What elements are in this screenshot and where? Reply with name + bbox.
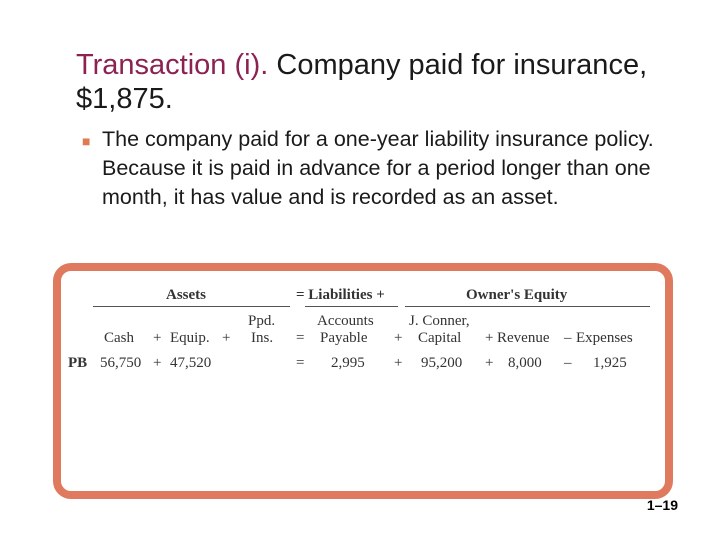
header-equip: Equip. — [170, 330, 210, 346]
title-lead: Transaction (i). — [76, 49, 269, 81]
pb-minus: – — [564, 355, 572, 371]
header-plus-2: + — [222, 330, 231, 346]
pb-cash: 56,750 — [100, 355, 142, 371]
pb-equals: = — [296, 355, 305, 371]
pb-plus-4: + — [485, 355, 494, 371]
header-equals: = — [296, 330, 305, 346]
pb-plus-3: + — [394, 355, 403, 371]
pb-capital: 95,200 — [421, 355, 463, 371]
header-plus-3: + — [394, 330, 403, 346]
square-bullet-icon: ■ — [82, 133, 91, 149]
group-liabilities: = Liabilities + — [296, 287, 385, 303]
assets-rule — [93, 306, 290, 307]
header-conner: J. Conner, — [409, 313, 470, 329]
pb-expenses: 1,925 — [593, 355, 627, 371]
pb-plus-1: + — [153, 355, 162, 371]
equity-rule — [405, 306, 650, 307]
header-cash: Cash — [104, 330, 134, 346]
title-rest: Company paid for insurance, $1,875. — [76, 49, 648, 115]
header-ppd: Ppd. — [248, 313, 276, 329]
row-label-pb: PB — [68, 355, 88, 371]
group-assets: Assets — [166, 287, 206, 303]
header-accounts: Accounts — [317, 313, 374, 329]
pb-revenue: 8,000 — [508, 355, 542, 371]
header-capital: Capital — [418, 330, 462, 346]
header-minus: – — [564, 330, 572, 346]
header-payable: Payable — [320, 330, 368, 346]
pb-equip: 47,520 — [170, 355, 212, 371]
pb-payable: 2,995 — [331, 355, 365, 371]
header-revenue: Revenue — [497, 330, 550, 346]
group-owners-equity: Owner's Equity — [466, 287, 568, 303]
header-plus-1: + — [153, 330, 162, 346]
bullet-text: The company paid for a one-year liability insurance policy. Because it is paid in advance for a period longer than one month, it has value and is recorded as an asset. — [102, 127, 654, 209]
header-expenses: Expenses — [576, 330, 633, 346]
header-ins: Ins. — [251, 330, 274, 346]
liabilities-rule — [305, 306, 398, 307]
header-plus-4: + — [485, 330, 494, 346]
slide-number: 1–19 — [646, 497, 678, 513]
